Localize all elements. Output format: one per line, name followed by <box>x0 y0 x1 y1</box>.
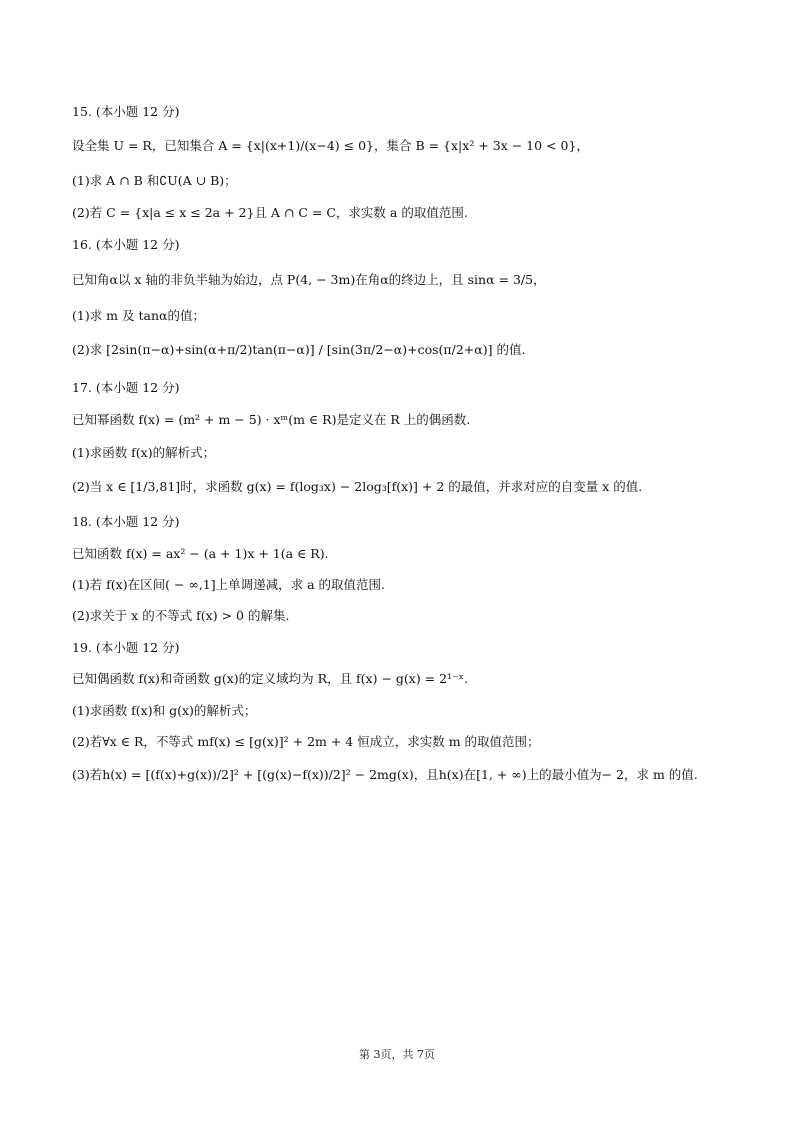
problem-15-part-1: (1)求 A ∩ B 和∁U(A ∪ B)； <box>72 173 237 188</box>
problem-19-header: 19. (本小题 12 分) <box>72 640 180 655</box>
problem-16-stem: 已知角α以 x 轴的非负半轴为始边，点 P(4, − 3m)在角α的终边上，且 sinα = 3/5， <box>72 272 546 287</box>
problem-17-header: 17. (本小题 12 分) <box>72 380 180 395</box>
problem-19-part-3: (3)若h(x) = [(f(x)+g(x))/2]² + [(g(x)−f(x))/2]² − 2mg(x)，且h(x)在[1, + ∞)上的最小值为− 2，求 m 的值. <box>72 767 698 782</box>
problem-19-stem: 已知偶函数 f(x)和奇函数 g(x)的定义域均为 R，且 f(x) − g(x) = 2¹⁻ˣ. <box>72 671 468 686</box>
problem-17-part-1: (1)求函数 f(x)的解析式； <box>72 445 216 460</box>
problem-15-stem: 设全集 U = R，已知集合 A = {x|(x+1)/(x−4) ≤ 0}，集合 B = {x|x² + 3x − 10 < 0}， <box>72 138 589 153</box>
problem-19-part-2: (2)若∀x ∈ R，不等式 mf(x) ≤ [g(x)]² + 2m + 4 恒成立，求实数 m 的取值范围； <box>72 734 540 749</box>
problem-18-part-1: (1)若 f(x)在区间( − ∞,1]上单调递减，求 a 的取值范围. <box>72 577 385 592</box>
problem-16-part-2: (2)求 [2sin(π−α)+sin(α+π/2)tan(π−α)] / [sin(3π/2−α)+cos(π/2+α)] 的值. <box>72 342 526 357</box>
page-footer: 第 3页，共 7页 <box>359 1048 435 1061</box>
problem-17-part-2: (2)当 x ∈ [1/3,81]时，求函数 g(x) = f(log₃x) − 2log₃[f(x)] + 2 的最值，并求对应的自变量 x 的值. <box>72 479 643 494</box>
problem-19-part-1: (1)求函数 f(x)和 g(x)的解析式； <box>72 703 257 718</box>
problem-18-header: 18. (本小题 12 分) <box>72 514 180 529</box>
problem-18-stem: 已知函数 f(x) = ax² − (a + 1)x + 1(a ∈ R). <box>72 546 329 561</box>
problem-15-part-2: (2)若 C = {x|a ≤ x ≤ 2a + 2}且 A ∩ C = C，求实数 a 的取值范围. <box>72 205 468 220</box>
problem-17-stem: 已知幂函数 f(x) = (m² + m − 5) · xᵐ(m ∈ R)是定义在 R 上的偶函数. <box>72 412 471 427</box>
problem-15-header: 15. (本小题 12 分) <box>72 104 180 119</box>
problem-16-part-1: (1)求 m 及 tanα的值； <box>72 308 205 323</box>
problem-16-header: 16. (本小题 12 分) <box>72 237 180 252</box>
problem-18-part-2: (2)求关于 x 的不等式 f(x) > 0 的解集. <box>72 608 290 623</box>
